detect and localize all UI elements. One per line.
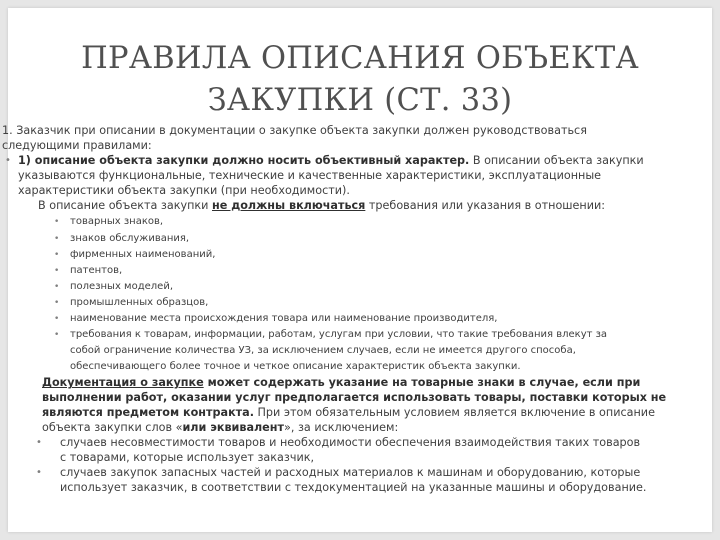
list-item-text: фирменных наименований, — [70, 248, 216, 260]
list-item — [54, 295, 702, 311]
not-included-em: не должны включаться — [212, 198, 366, 212]
documentation-paragraph — [2, 376, 702, 436]
rule-1-rest: В описании объекта закупки — [469, 153, 644, 167]
doc-line-1 — [42, 376, 702, 391]
doc-bold-3: являются предметом контракта. — [42, 406, 254, 420]
slide-title — [48, 38, 672, 122]
intro-line-2: следующими правилами: — [2, 138, 152, 152]
exception-line: использует заказчик, в соответствии с техдокументацией на указанные машины и оборудование. — [60, 480, 647, 494]
exception-item — [28, 466, 702, 496]
bullet-icon: • — [54, 314, 60, 324]
list-item — [54, 214, 702, 230]
slide-body — [2, 124, 702, 496]
list-item-text: промышленных образцов, — [70, 296, 209, 308]
doc-underlined: Документация о закупке — [42, 376, 204, 390]
not-included-pre: В описание объекта закупки — [38, 198, 212, 212]
title-line-2: ЗАКУПКИ (СТ. 33) — [207, 83, 513, 118]
not-included-post: требования или указания в отношении: — [365, 198, 606, 212]
list-item-text: патентов, — [70, 264, 123, 276]
bullet-icon: • — [36, 466, 42, 478]
bullet-icon: • — [54, 217, 60, 228]
doc-line-3 — [42, 406, 702, 421]
doc-line-4-pre: объекта закупки слов « — [42, 421, 183, 435]
list-item — [54, 311, 702, 327]
list-item-text: наименование места происхождения товара или наименование производителя, — [70, 313, 498, 324]
list-item — [54, 263, 702, 279]
bullet-icon: • — [54, 330, 60, 341]
list-item-text: товарных знаков, — [70, 216, 164, 228]
bullet-icon: • — [54, 249, 60, 260]
doc-line-4-post: », за исключением: — [284, 421, 399, 435]
exception-line: случаев несовместимости товаров и необходимости обеспечения взаимодействия таких товаров — [60, 436, 641, 449]
list-item-text: требования к товарам, информации, работам, услугам при условии, что такие требования влекут за — [70, 329, 608, 341]
rule-1-line-3: характеристики объекта закупки (при необходимости). — [18, 183, 350, 197]
list-item-text: знаков обслуживания, — [70, 232, 190, 244]
intro-line-1: 1. Заказчик при описании в документации о закупке объекта закупки должен руководствоваться — [2, 124, 587, 137]
doc-line-2: выполнении работ, оказании услуг предполагается использовать товары, поставки которых не — [42, 391, 667, 405]
list-item — [54, 279, 702, 295]
not-included-list — [2, 214, 702, 375]
rule-1-item — [2, 154, 702, 199]
doc-line-4-bold: или эквивалент — [182, 421, 284, 435]
rule-1-line-1 — [18, 154, 702, 169]
doc-bold-1: может содержать указание на товарные знаки в случае, если при — [203, 376, 641, 390]
exception-item — [28, 436, 702, 466]
bullet-icon: • — [5, 154, 11, 166]
list-item — [54, 247, 702, 263]
list-item-text-cont: обеспечивающего более точное и четкое описание характеристик объекта закупки. — [70, 361, 521, 373]
list-item-text-cont: собой ограничение количества УЗ, за исключением случаев, если не имеется другого способа, — [70, 345, 576, 357]
rule-1-bold: 1) описание объекта закупки должно носить объективный характер. — [18, 153, 470, 167]
exception-line: случаев закупок запасных частей и расходных материалов к машинам и оборудованию, которые — [60, 465, 641, 479]
doc-line-4 — [42, 421, 702, 436]
doc-rest-3: При этом обязательным условием является включение в описание — [253, 406, 655, 420]
list-item — [54, 231, 702, 247]
title-line-1: ПРАВИЛА ОПИСАНИЯ ОБЪЕКТА — [81, 41, 639, 76]
bullet-icon: • — [54, 265, 60, 276]
exception-line: с товарами, которые использует заказчик, — [60, 450, 315, 464]
not-included-line — [2, 199, 702, 214]
rule-1-line-2: указываются функциональные, технические и качественные характеристики, эксплуатационные — [18, 168, 602, 182]
list-item-text: полезных моделей, — [70, 280, 173, 292]
bullet-icon: • — [54, 233, 60, 244]
list-item — [54, 327, 702, 375]
bullet-icon: • — [54, 281, 60, 292]
bullet-icon: • — [36, 437, 42, 448]
bullet-icon: • — [54, 297, 60, 308]
